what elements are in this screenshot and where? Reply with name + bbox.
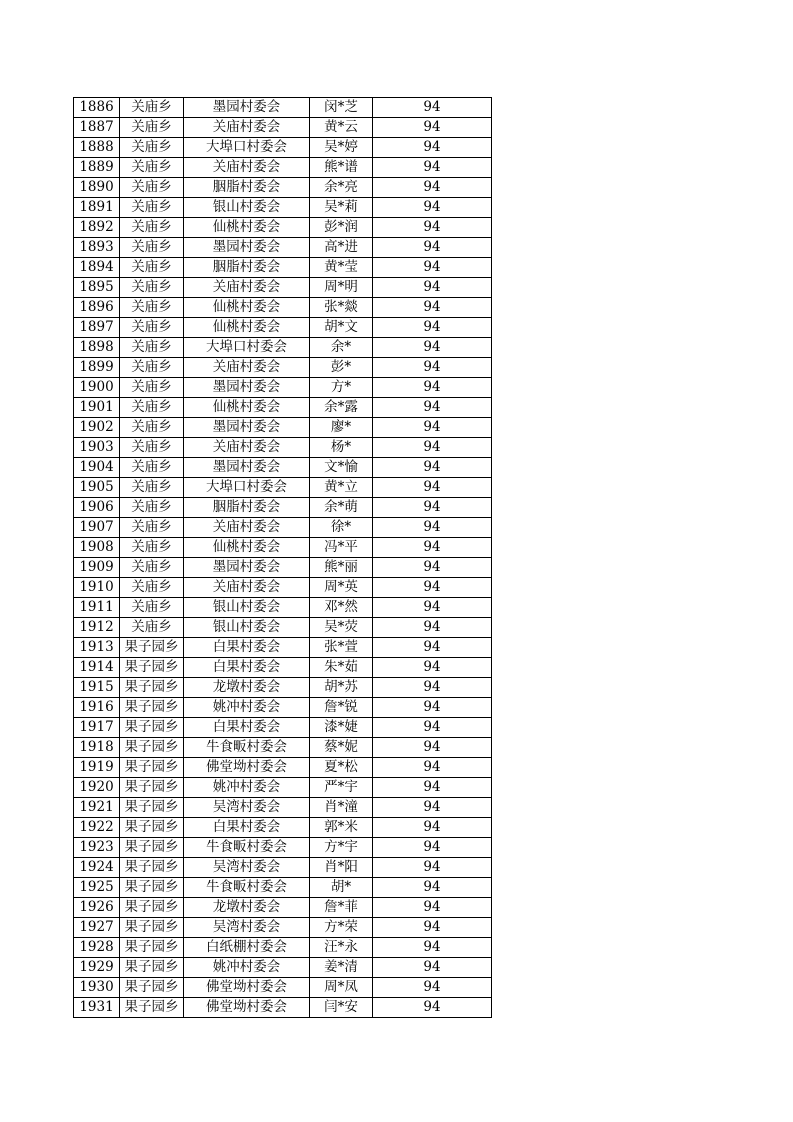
village-committee-cell: 胭脂村委会 xyxy=(184,178,310,198)
person-name-cell: 严*宇 xyxy=(310,778,373,798)
village-committee-cell: 牛食畈村委会 xyxy=(184,878,310,898)
person-name-cell: 胡*苏 xyxy=(310,678,373,698)
person-name-cell: 周*英 xyxy=(310,578,373,598)
village-committee-cell: 仙桃村委会 xyxy=(184,318,310,338)
village-committee-cell: 大埠口村委会 xyxy=(184,138,310,158)
roster-table xyxy=(73,97,492,1018)
township-cell: 果子园乡 xyxy=(120,678,184,698)
person-name-cell: 汪*永 xyxy=(310,938,373,958)
table-row xyxy=(74,858,492,878)
table-row xyxy=(74,518,492,538)
township-cell: 关庙乡 xyxy=(120,578,184,598)
row-number-cell: 1904 xyxy=(74,458,120,478)
score-cell: 94 xyxy=(373,118,492,138)
row-number-cell: 1914 xyxy=(74,658,120,678)
township-cell: 果子园乡 xyxy=(120,638,184,658)
village-committee-cell: 仙桃村委会 xyxy=(184,538,310,558)
township-cell: 关庙乡 xyxy=(120,338,184,358)
village-committee-cell: 关庙村委会 xyxy=(184,158,310,178)
village-committee-cell: 大埠口村委会 xyxy=(184,478,310,498)
village-committee-cell: 关庙村委会 xyxy=(184,118,310,138)
row-number-cell: 1924 xyxy=(74,858,120,878)
row-number-cell: 1923 xyxy=(74,838,120,858)
row-number-cell: 1911 xyxy=(74,598,120,618)
person-name-cell: 方*荣 xyxy=(310,918,373,938)
township-cell: 关庙乡 xyxy=(120,178,184,198)
score-cell: 94 xyxy=(373,838,492,858)
village-committee-cell: 墨园村委会 xyxy=(184,418,310,438)
table-row xyxy=(74,678,492,698)
village-committee-cell: 吴湾村委会 xyxy=(184,798,310,818)
row-number-cell: 1900 xyxy=(74,378,120,398)
score-cell: 94 xyxy=(373,158,492,178)
person-name-cell: 夏*松 xyxy=(310,758,373,778)
table-row xyxy=(74,378,492,398)
table-row xyxy=(74,878,492,898)
score-cell: 94 xyxy=(373,138,492,158)
village-committee-cell: 牛食畈村委会 xyxy=(184,838,310,858)
table-row xyxy=(74,558,492,578)
table-row xyxy=(74,978,492,998)
village-committee-cell: 姚冲村委会 xyxy=(184,958,310,978)
village-committee-cell: 关庙村委会 xyxy=(184,578,310,598)
table-row xyxy=(74,798,492,818)
township-cell: 果子园乡 xyxy=(120,898,184,918)
table-row xyxy=(74,818,492,838)
score-cell: 94 xyxy=(373,998,492,1018)
person-name-cell: 熊*丽 xyxy=(310,558,373,578)
township-cell: 果子园乡 xyxy=(120,838,184,858)
table-row xyxy=(74,158,492,178)
score-cell: 94 xyxy=(373,798,492,818)
village-committee-cell: 关庙村委会 xyxy=(184,518,310,538)
person-name-cell: 詹*锐 xyxy=(310,698,373,718)
township-cell: 果子园乡 xyxy=(120,778,184,798)
row-number-cell: 1906 xyxy=(74,498,120,518)
row-number-cell: 1897 xyxy=(74,318,120,338)
township-cell: 关庙乡 xyxy=(120,198,184,218)
score-cell: 94 xyxy=(373,478,492,498)
score-cell: 94 xyxy=(373,378,492,398)
score-cell: 94 xyxy=(373,398,492,418)
row-number-cell: 1901 xyxy=(74,398,120,418)
person-name-cell: 周*明 xyxy=(310,278,373,298)
township-cell: 果子园乡 xyxy=(120,658,184,678)
score-cell: 94 xyxy=(373,538,492,558)
person-name-cell: 彭* xyxy=(310,358,373,378)
person-name-cell: 熊*谱 xyxy=(310,158,373,178)
row-number-cell: 1908 xyxy=(74,538,120,558)
score-cell: 94 xyxy=(373,978,492,998)
row-number-cell: 1916 xyxy=(74,698,120,718)
table-row xyxy=(74,398,492,418)
township-cell: 果子园乡 xyxy=(120,958,184,978)
village-committee-cell: 墨园村委会 xyxy=(184,558,310,578)
township-cell: 关庙乡 xyxy=(120,518,184,538)
table-row xyxy=(74,938,492,958)
table-row xyxy=(74,998,492,1018)
township-cell: 果子园乡 xyxy=(120,998,184,1018)
table-row xyxy=(74,598,492,618)
village-committee-cell: 仙桃村委会 xyxy=(184,398,310,418)
score-cell: 94 xyxy=(373,458,492,478)
person-name-cell: 余*亮 xyxy=(310,178,373,198)
person-name-cell: 闵*芝 xyxy=(310,98,373,118)
row-number-cell: 1890 xyxy=(74,178,120,198)
table-row xyxy=(74,238,492,258)
score-cell: 94 xyxy=(373,258,492,278)
row-number-cell: 1896 xyxy=(74,298,120,318)
village-committee-cell: 佛堂坳村委会 xyxy=(184,758,310,778)
township-cell: 果子园乡 xyxy=(120,938,184,958)
township-cell: 关庙乡 xyxy=(120,598,184,618)
row-number-cell: 1903 xyxy=(74,438,120,458)
score-cell: 94 xyxy=(373,558,492,578)
person-name-cell: 徐* xyxy=(310,518,373,538)
table-row xyxy=(74,218,492,238)
township-cell: 果子园乡 xyxy=(120,878,184,898)
score-cell: 94 xyxy=(373,578,492,598)
township-cell: 关庙乡 xyxy=(120,458,184,478)
person-name-cell: 冯*平 xyxy=(310,538,373,558)
score-cell: 94 xyxy=(373,758,492,778)
table-row xyxy=(74,738,492,758)
village-committee-cell: 胭脂村委会 xyxy=(184,498,310,518)
township-cell: 关庙乡 xyxy=(120,138,184,158)
table-row xyxy=(74,118,492,138)
township-cell: 关庙乡 xyxy=(120,618,184,638)
table-row xyxy=(74,638,492,658)
score-cell: 94 xyxy=(373,718,492,738)
score-cell: 94 xyxy=(373,818,492,838)
village-committee-cell: 关庙村委会 xyxy=(184,278,310,298)
table-row xyxy=(74,258,492,278)
village-committee-cell: 白果村委会 xyxy=(184,818,310,838)
village-committee-cell: 白果村委会 xyxy=(184,718,310,738)
township-cell: 果子园乡 xyxy=(120,738,184,758)
table-row xyxy=(74,698,492,718)
township-cell: 关庙乡 xyxy=(120,258,184,278)
table-row xyxy=(74,838,492,858)
score-cell: 94 xyxy=(373,638,492,658)
person-name-cell: 姜*清 xyxy=(310,958,373,978)
table-row xyxy=(74,178,492,198)
row-number-cell: 1909 xyxy=(74,558,120,578)
village-committee-cell: 银山村委会 xyxy=(184,198,310,218)
village-committee-cell: 银山村委会 xyxy=(184,618,310,638)
person-name-cell: 高*进 xyxy=(310,238,373,258)
table-row xyxy=(74,318,492,338)
township-cell: 关庙乡 xyxy=(120,538,184,558)
row-number-cell: 1899 xyxy=(74,358,120,378)
township-cell: 关庙乡 xyxy=(120,398,184,418)
row-number-cell: 1912 xyxy=(74,618,120,638)
row-number-cell: 1921 xyxy=(74,798,120,818)
township-cell: 关庙乡 xyxy=(120,358,184,378)
village-committee-cell: 胭脂村委会 xyxy=(184,258,310,278)
score-cell: 94 xyxy=(373,598,492,618)
table-row xyxy=(74,138,492,158)
row-number-cell: 1889 xyxy=(74,158,120,178)
row-number-cell: 1931 xyxy=(74,998,120,1018)
score-cell: 94 xyxy=(373,498,492,518)
score-cell: 94 xyxy=(373,438,492,458)
person-name-cell: 张*燚 xyxy=(310,298,373,318)
score-cell: 94 xyxy=(373,298,492,318)
township-cell: 关庙乡 xyxy=(120,318,184,338)
score-cell: 94 xyxy=(373,318,492,338)
score-cell: 94 xyxy=(373,338,492,358)
score-cell: 94 xyxy=(373,278,492,298)
table-row xyxy=(74,358,492,378)
person-name-cell: 方* xyxy=(310,378,373,398)
table-row xyxy=(74,538,492,558)
score-cell: 94 xyxy=(373,618,492,638)
score-cell: 94 xyxy=(373,658,492,678)
village-committee-cell: 姚冲村委会 xyxy=(184,778,310,798)
person-name-cell: 胡*文 xyxy=(310,318,373,338)
person-name-cell: 方*宇 xyxy=(310,838,373,858)
person-name-cell: 黄*立 xyxy=(310,478,373,498)
person-name-cell: 张*萱 xyxy=(310,638,373,658)
person-name-cell: 余*萌 xyxy=(310,498,373,518)
score-cell: 94 xyxy=(373,418,492,438)
person-name-cell: 吴*荧 xyxy=(310,618,373,638)
score-cell: 94 xyxy=(373,698,492,718)
score-cell: 94 xyxy=(373,898,492,918)
township-cell: 关庙乡 xyxy=(120,498,184,518)
score-cell: 94 xyxy=(373,778,492,798)
village-committee-cell: 佛堂坳村委会 xyxy=(184,998,310,1018)
score-cell: 94 xyxy=(373,738,492,758)
township-cell: 关庙乡 xyxy=(120,238,184,258)
row-number-cell: 1887 xyxy=(74,118,120,138)
township-cell: 关庙乡 xyxy=(120,158,184,178)
row-number-cell: 1928 xyxy=(74,938,120,958)
table-row xyxy=(74,578,492,598)
person-name-cell: 朱*茹 xyxy=(310,658,373,678)
row-number-cell: 1917 xyxy=(74,718,120,738)
row-number-cell: 1929 xyxy=(74,958,120,978)
score-cell: 94 xyxy=(373,358,492,378)
village-committee-cell: 龙墩村委会 xyxy=(184,678,310,698)
person-name-cell: 漆*婕 xyxy=(310,718,373,738)
township-cell: 关庙乡 xyxy=(120,218,184,238)
township-cell: 果子园乡 xyxy=(120,718,184,738)
person-name-cell: 余*露 xyxy=(310,398,373,418)
row-number-cell: 1907 xyxy=(74,518,120,538)
village-committee-cell: 墨园村委会 xyxy=(184,378,310,398)
table-row xyxy=(74,438,492,458)
row-number-cell: 1892 xyxy=(74,218,120,238)
person-name-cell: 文*愉 xyxy=(310,458,373,478)
row-number-cell: 1920 xyxy=(74,778,120,798)
table-row xyxy=(74,658,492,678)
person-name-cell: 闫*安 xyxy=(310,998,373,1018)
village-committee-cell: 墨园村委会 xyxy=(184,238,310,258)
person-name-cell: 黄*莹 xyxy=(310,258,373,278)
table-row xyxy=(74,758,492,778)
township-cell: 关庙乡 xyxy=(120,418,184,438)
table-row xyxy=(74,618,492,638)
person-name-cell: 黄*云 xyxy=(310,118,373,138)
row-number-cell: 1922 xyxy=(74,818,120,838)
table-row xyxy=(74,918,492,938)
table-row xyxy=(74,418,492,438)
township-cell: 果子园乡 xyxy=(120,698,184,718)
table-row xyxy=(74,478,492,498)
village-committee-cell: 仙桃村委会 xyxy=(184,218,310,238)
village-committee-cell: 仙桃村委会 xyxy=(184,298,310,318)
person-name-cell: 郭*米 xyxy=(310,818,373,838)
score-cell: 94 xyxy=(373,958,492,978)
score-cell: 94 xyxy=(373,518,492,538)
row-number-cell: 1913 xyxy=(74,638,120,658)
score-cell: 94 xyxy=(373,878,492,898)
score-cell: 94 xyxy=(373,98,492,118)
township-cell: 关庙乡 xyxy=(120,438,184,458)
village-committee-cell: 关庙村委会 xyxy=(184,358,310,378)
village-committee-cell: 大埠口村委会 xyxy=(184,338,310,358)
row-number-cell: 1902 xyxy=(74,418,120,438)
roster-body xyxy=(74,98,492,1018)
table-row xyxy=(74,278,492,298)
score-cell: 94 xyxy=(373,218,492,238)
village-committee-cell: 吴湾村委会 xyxy=(184,858,310,878)
village-committee-cell: 吴湾村委会 xyxy=(184,918,310,938)
table-row xyxy=(74,778,492,798)
row-number-cell: 1930 xyxy=(74,978,120,998)
township-cell: 果子园乡 xyxy=(120,758,184,778)
row-number-cell: 1918 xyxy=(74,738,120,758)
person-name-cell: 余* xyxy=(310,338,373,358)
person-name-cell: 胡* xyxy=(310,878,373,898)
township-cell: 关庙乡 xyxy=(120,478,184,498)
table-row xyxy=(74,718,492,738)
township-cell: 果子园乡 xyxy=(120,818,184,838)
table-row xyxy=(74,958,492,978)
row-number-cell: 1893 xyxy=(74,238,120,258)
person-name-cell: 肖*潼 xyxy=(310,798,373,818)
person-name-cell: 杨* xyxy=(310,438,373,458)
table-row xyxy=(74,98,492,118)
row-number-cell: 1910 xyxy=(74,578,120,598)
score-cell: 94 xyxy=(373,198,492,218)
row-number-cell: 1886 xyxy=(74,98,120,118)
row-number-cell: 1927 xyxy=(74,918,120,938)
person-name-cell: 邓*然 xyxy=(310,598,373,618)
person-name-cell: 蔡*妮 xyxy=(310,738,373,758)
row-number-cell: 1891 xyxy=(74,198,120,218)
row-number-cell: 1915 xyxy=(74,678,120,698)
person-name-cell: 詹*菲 xyxy=(310,898,373,918)
row-number-cell: 1888 xyxy=(74,138,120,158)
village-committee-cell: 佛堂坳村委会 xyxy=(184,978,310,998)
person-name-cell: 廖* xyxy=(310,418,373,438)
table-row xyxy=(74,458,492,478)
village-committee-cell: 关庙村委会 xyxy=(184,438,310,458)
row-number-cell: 1925 xyxy=(74,878,120,898)
row-number-cell: 1919 xyxy=(74,758,120,778)
village-committee-cell: 白果村委会 xyxy=(184,658,310,678)
township-cell: 果子园乡 xyxy=(120,798,184,818)
score-cell: 94 xyxy=(373,918,492,938)
row-number-cell: 1895 xyxy=(74,278,120,298)
township-cell: 关庙乡 xyxy=(120,558,184,578)
person-name-cell: 吴*婷 xyxy=(310,138,373,158)
township-cell: 果子园乡 xyxy=(120,858,184,878)
row-number-cell: 1898 xyxy=(74,338,120,358)
township-cell: 关庙乡 xyxy=(120,98,184,118)
township-cell: 果子园乡 xyxy=(120,978,184,998)
township-cell: 关庙乡 xyxy=(120,278,184,298)
township-cell: 关庙乡 xyxy=(120,298,184,318)
score-cell: 94 xyxy=(373,858,492,878)
person-name-cell: 彭*润 xyxy=(310,218,373,238)
village-committee-cell: 姚冲村委会 xyxy=(184,698,310,718)
person-name-cell: 周*凤 xyxy=(310,978,373,998)
row-number-cell: 1905 xyxy=(74,478,120,498)
village-committee-cell: 墨园村委会 xyxy=(184,98,310,118)
table-row xyxy=(74,338,492,358)
table-row xyxy=(74,898,492,918)
village-committee-cell: 牛食畈村委会 xyxy=(184,738,310,758)
village-committee-cell: 龙墩村委会 xyxy=(184,898,310,918)
person-name-cell: 吴*莉 xyxy=(310,198,373,218)
village-committee-cell: 白果村委会 xyxy=(184,638,310,658)
village-committee-cell: 墨园村委会 xyxy=(184,458,310,478)
person-name-cell: 肖*阳 xyxy=(310,858,373,878)
village-committee-cell: 白纸棚村委会 xyxy=(184,938,310,958)
village-committee-cell: 银山村委会 xyxy=(184,598,310,618)
township-cell: 关庙乡 xyxy=(120,378,184,398)
table-row xyxy=(74,198,492,218)
score-cell: 94 xyxy=(373,178,492,198)
table-row xyxy=(74,498,492,518)
score-cell: 94 xyxy=(373,938,492,958)
score-cell: 94 xyxy=(373,238,492,258)
row-number-cell: 1894 xyxy=(74,258,120,278)
row-number-cell: 1926 xyxy=(74,898,120,918)
table-row xyxy=(74,298,492,318)
township-cell: 关庙乡 xyxy=(120,118,184,138)
township-cell: 果子园乡 xyxy=(120,918,184,938)
score-cell: 94 xyxy=(373,678,492,698)
